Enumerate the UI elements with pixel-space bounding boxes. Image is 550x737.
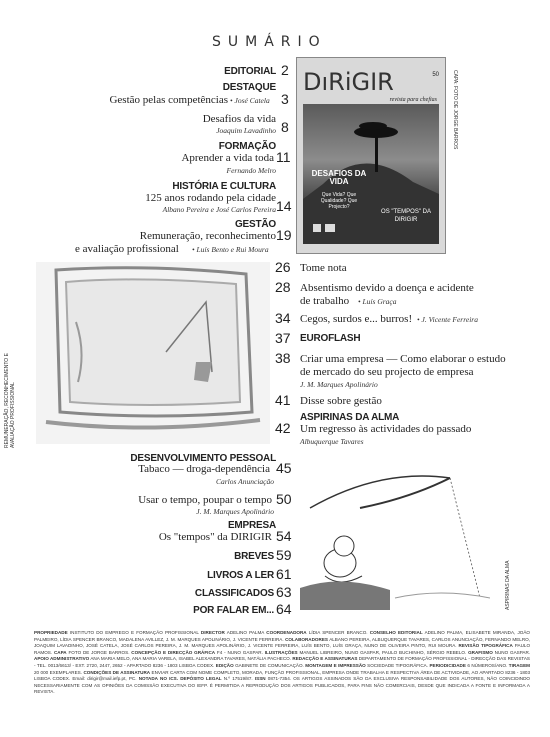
cover-subtitle: revista para chefias bbox=[389, 97, 437, 103]
masthead-text: ANA MARIA MELO, ANA MARIA VARELA, ISABEL ALEXANDRA TAVARES, NATÁLIA PACHECO. bbox=[90, 656, 292, 662]
masthead-label: NOTADA NO ICS. bbox=[138, 676, 179, 682]
masthead-label: EDIÇÃO bbox=[215, 662, 234, 668]
page-number: 59 bbox=[276, 547, 292, 563]
cover-sub-left: Que Vida? Que Qualidade? Que Projecto? bbox=[320, 192, 358, 210]
article-title[interactable]: Desafios da vida bbox=[202, 113, 276, 125]
masthead-label: REDACÇÃO E ASSINATURAS bbox=[292, 656, 358, 662]
page-number: 8 bbox=[281, 119, 289, 135]
page-number: 61 bbox=[276, 566, 292, 582]
article-author: Fernando Melro bbox=[226, 166, 276, 175]
masthead-label: COLABORADORES bbox=[285, 636, 328, 642]
page-number: 50 bbox=[276, 491, 292, 507]
page-number: 41 bbox=[275, 392, 291, 408]
article-author: • José Catela bbox=[230, 96, 270, 105]
page-number: 34 bbox=[275, 310, 291, 326]
section-porfalar[interactable]: POR FALAR EM... bbox=[193, 605, 274, 616]
masthead-text: 6 NÚMEROS/ANO. bbox=[467, 662, 508, 668]
masthead-label: CONCEPÇÃO E DIRECÇÃO GRÁFICA bbox=[131, 649, 216, 655]
section-euroflash[interactable]: EUROFLASH bbox=[300, 333, 361, 344]
page-number: 28 bbox=[275, 279, 291, 295]
article-author: J. M. Marques Apolinário bbox=[300, 380, 378, 389]
cover-logo: DıRiGIR bbox=[303, 68, 394, 96]
page-number: 54 bbox=[276, 528, 292, 544]
page-number: 42 bbox=[275, 420, 291, 436]
article-title[interactable]: Disse sobre gestão bbox=[300, 395, 382, 407]
section-destaque: DESTAQUE bbox=[222, 82, 276, 93]
article-title[interactable]: Tabaco — droga-dependência bbox=[138, 463, 270, 475]
article-title[interactable]: Remuneração, reconhecimento bbox=[139, 230, 276, 242]
page-number: 63 bbox=[276, 584, 292, 600]
cover-headline-left: DESAFIOS DA VIDA bbox=[311, 169, 367, 186]
page-number: 19 bbox=[276, 227, 292, 243]
article-title[interactable]: Tome nota bbox=[300, 262, 347, 274]
masthead-label: CAPA bbox=[53, 649, 67, 655]
page-title: SUMÁRIO bbox=[212, 34, 327, 50]
masthead-text: SOCIEDADE TIPOGRÁFICA. bbox=[367, 662, 428, 668]
section-livros[interactable]: LIVROS A LER bbox=[207, 570, 274, 581]
article-title[interactable]: Usar o tempo, poupar o tempo bbox=[138, 494, 272, 506]
masthead-label: COORDENADORA bbox=[266, 630, 307, 635]
page-number: 3 bbox=[281, 91, 289, 107]
section-empresa: EMPRESA bbox=[227, 520, 276, 531]
article-author: • Luís Graça bbox=[358, 297, 396, 306]
article-title-cont[interactable]: de mercado do seu projecto de empresa bbox=[300, 366, 474, 378]
article-title[interactable]: Gestão pelas competências bbox=[109, 94, 228, 106]
article-title[interactable]: Um regresso às actividades do passado bbox=[300, 423, 472, 435]
page-number: 2 bbox=[281, 62, 289, 78]
masthead-text: LÍDIA SPENCER BRANCO. bbox=[308, 630, 368, 635]
masthead-text: INSTITUTO DO EMPREGO E FORMAÇÃO PROFISSIONAL bbox=[69, 630, 199, 635]
masthead-text: ADELINO PALMA, ELISABETE MIRANDA, JOÃO PALMEIRO, LÍDIA SPENCER BRANCO, MADALENA AVILLEZ, J. M. MARQUES APOLINÁRIO, J. VICENTE FERREIRA. bbox=[34, 630, 530, 642]
masthead-text: N.º 17519/87. bbox=[223, 676, 253, 682]
masthead-label: PERIODICIDADE bbox=[429, 662, 466, 668]
article-author: Joaquim Lavadinho bbox=[216, 126, 276, 135]
cover-credit: CAPA: FOTO DE JORGE BARROS bbox=[452, 70, 458, 150]
article-author: J. M. Marques Apolinário bbox=[196, 507, 274, 516]
masthead-text: FOTO DE JORGE BARROS. bbox=[68, 649, 130, 655]
article-title-cont[interactable]: de trabalho bbox=[300, 295, 350, 307]
magazine-cover[interactable] bbox=[296, 57, 446, 254]
section-gestao: GESTÃO bbox=[234, 219, 276, 230]
illustration-sketch bbox=[36, 262, 270, 444]
article-author: Carlos Anunciação bbox=[216, 477, 274, 486]
masthead-label: CONDIÇÕES DE ASSINATURA bbox=[83, 669, 151, 675]
page-number: 45 bbox=[276, 460, 292, 476]
masthead-text: 20 000 EXEMPLARES. bbox=[34, 669, 83, 675]
article-title[interactable]: 125 anos rodando pela cidade bbox=[145, 192, 276, 204]
masthead-label: DEPÓSITO LEGAL bbox=[180, 676, 222, 682]
masthead-label: DIRECTOR bbox=[200, 630, 225, 635]
masthead-text: DEPARTAMENTO DE FORMAÇÃO PROFISSIONAL - DIRECÇÃO DAS REVISTAS - TEL. 0013/6613/ - EXT. 2720, 2447, 2652 - APARTADO 8236 - 1803 LISBOA CODEX. bbox=[34, 656, 530, 668]
masthead-text: NUNO GASPAR. bbox=[494, 649, 531, 655]
masthead-label: GRAFISMO bbox=[468, 649, 493, 655]
masthead-text: ENVIAR CARTA COM NOME COMPLETO, MORADA, FUNÇÃO PROFISSIONAL, EMPRESA ONDE TRABALHA E RESPECTIVA ÁREA DE ACTIVIDADE, AO APARTADO 8236 - 1803 LISBOA CODEX. Email: dirigir@mail.iefp.pt, PC. bbox=[34, 669, 531, 682]
article-author: Albuquerque Tavares bbox=[300, 437, 364, 446]
section-desenvolvimento: DESENVOLVIMENTO PESSOAL bbox=[130, 453, 276, 464]
article-title[interactable]: Criar uma empresa — Como elaborar o estudo bbox=[300, 353, 506, 365]
section-aspirinas: ASPIRINAS DA ALMA bbox=[300, 412, 400, 423]
masthead-label: MONTAGEM E IMPRESSÃO bbox=[305, 662, 366, 668]
cartoon-caption: ASPIRINAS DA ALMA bbox=[505, 560, 511, 610]
masthead-label: REVISÃO TIPOGRÁFICA bbox=[458, 643, 513, 649]
cover-headline-right: OS "TEMPOS" DA DIRIGIR bbox=[381, 209, 431, 223]
section-formacao: FORMAÇÃO bbox=[218, 141, 276, 152]
masthead-text: ALBANO PEREIRA, ALBUQUERQUE TAVARES, CARLOS ANUNCIAÇÃO, FERNANDO MELRO, JOAQUIM LAVADINHO, JOSÉ CATELA, JOSÉ CARLOS PEREIRA, J. M. MARQUES APOLINÁRIO, J. VICENTE FERREIRA, LUÍS BENTO, LUÍS GRAÇA, NUNO DE OLIVEIRA PINTO, RUI MOURA. bbox=[34, 636, 530, 649]
page-number: 11 bbox=[276, 149, 291, 165]
masthead-label: PROPRIEDADE bbox=[34, 630, 68, 635]
cover-issue: 50 bbox=[432, 72, 439, 78]
masthead-label: CONSELHO EDITORIAL bbox=[369, 630, 423, 635]
masthead-text: F4 - NUNO GASPAR. bbox=[216, 649, 263, 655]
article-author: • J. Vicente Ferreira bbox=[417, 315, 478, 324]
masthead-label: TIRAGEM bbox=[508, 662, 530, 668]
page-number: 64 bbox=[276, 601, 292, 617]
page-number: 26 bbox=[275, 259, 291, 275]
section-historia: HISTÓRIA E CULTURA bbox=[172, 181, 276, 192]
page-number: 14 bbox=[276, 198, 292, 214]
article-title[interactable]: Absentismo devido a doença e acidente bbox=[300, 282, 474, 294]
article-title-cont[interactable]: e avaliação profissional bbox=[75, 243, 179, 255]
article-title[interactable]: Os "tempos" da DIRIGIR bbox=[158, 531, 272, 543]
section-breves[interactable]: BREVES bbox=[234, 551, 274, 562]
masthead-text: MANUEL LIBREIRO, NUNO GASPAR, PAULO BUCHINHO, SÉRGIO REBELO. bbox=[299, 649, 467, 655]
article-title[interactable]: Cegos, surdos e... burros! bbox=[300, 313, 413, 325]
masthead bbox=[34, 630, 530, 696]
section-editorial[interactable]: EDITORIAL bbox=[224, 66, 276, 77]
masthead-label: ILUSTRAÇÕES bbox=[264, 649, 298, 655]
illustration-caption: REMUNERAÇÃO, RECONHECIMENTO E AVALIAÇÃO PROFISSIONAL bbox=[4, 353, 16, 448]
article-author: • Luís Bento e Rui Moura bbox=[192, 245, 269, 254]
section-classificados[interactable]: CLASSIFICADOS bbox=[194, 588, 274, 599]
masthead-text: PAULO RAMOS. bbox=[34, 643, 531, 655]
article-author: Albano Pereira e José Carlos Pereira bbox=[162, 205, 276, 214]
masthead-label: APOIO ADMINISTRATIVO bbox=[34, 656, 90, 662]
article-title[interactable]: Aprender a vida toda bbox=[181, 152, 274, 164]
masthead-text: 0871-7354. OS ARTIGOS ASSINADOS SÃO DA EXCLUSIVA RESPONSABILIDADE DOS AUTORES, NÃO COINCIDINDO NECESSARIAMENTE COM AS OPINIÕES DA COMISSÃO EXECUTIVA DO IEFP. É PERMITIDA A REPRODUÇÃO DOS ARTIGOS PUBLICADOS, PARA FINS NÃO COMERCIAIS, DESDE QUE INDICADA A FONTE E INFORMADA A REVISTA. bbox=[34, 676, 530, 695]
masthead-label: ISSN bbox=[254, 676, 266, 682]
page-number: 37 bbox=[275, 330, 291, 346]
masthead-text: GABINETE DE COMUNICAÇÃO. bbox=[235, 662, 304, 668]
masthead-text: ADELINO PALMA bbox=[226, 630, 265, 635]
cartoon-fisherman bbox=[300, 448, 490, 610]
page-number: 38 bbox=[275, 350, 291, 366]
